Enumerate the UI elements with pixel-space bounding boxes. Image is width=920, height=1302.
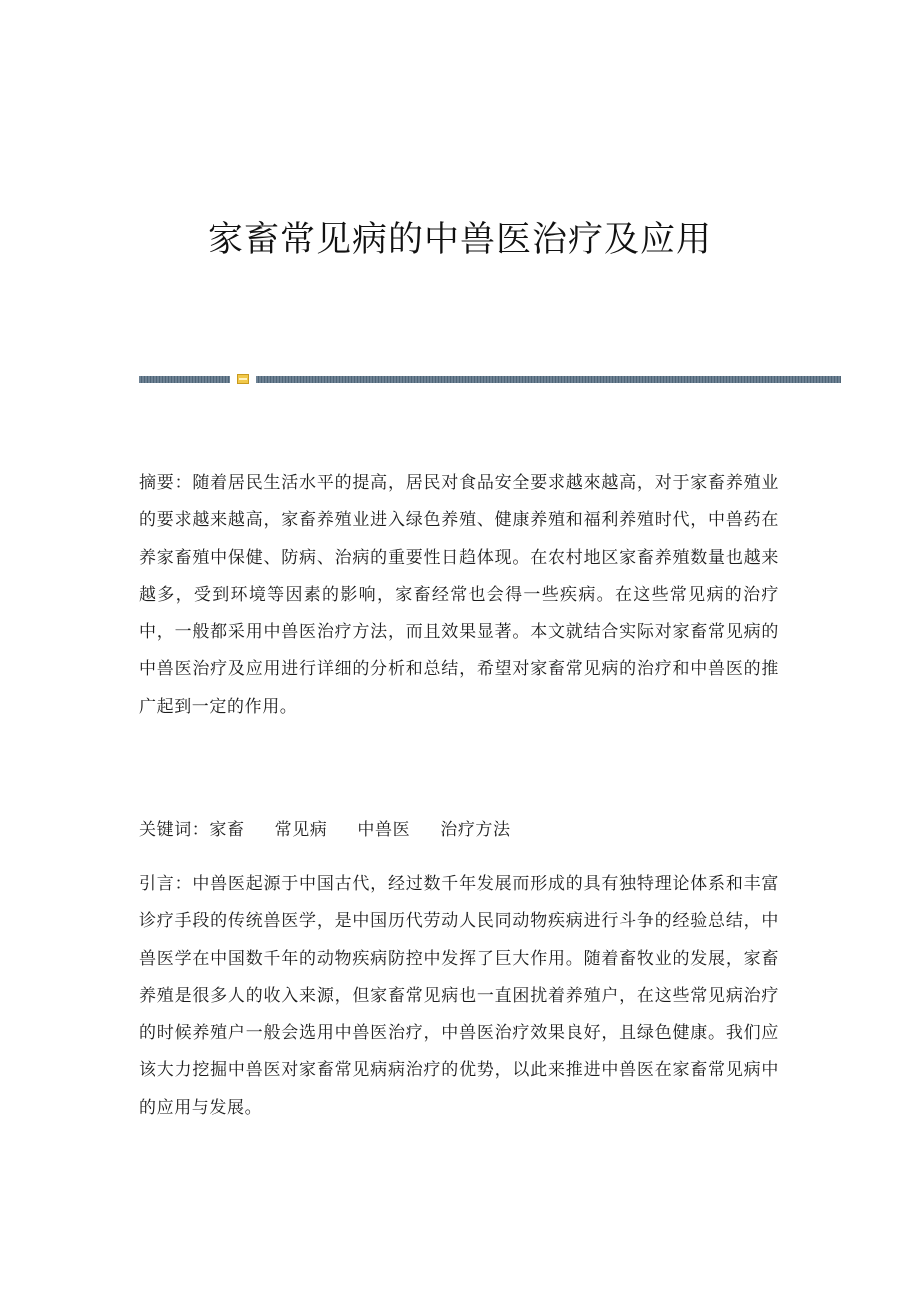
- divider-bar-right: [256, 376, 841, 383]
- keyword-item: 常见病: [274, 820, 328, 840]
- intro-paragraph: [139, 866, 779, 1127]
- keyword-item: 家畜: [209, 820, 245, 840]
- intro-text: 中兽医起源于中国古代，经过数千年发展而形成的具有独特理论体系和丰富诊疗手段的传统兽医学，是中国历代劳动人民同动物疾病进行斗争的经验总结，中兽医学在中国数千年的动物疾病防控中发挥了巨大作用。随着畜牧业的发展，家畜养殖是很多人的收入来源，但家畜常见病也一直困扰着养殖户，在这些常见病治疗的时候养殖户一般会选用中兽医治疗，中兽医治疗效果良好，且绿色健康。我们应该大力挖掘中兽医对家畜常见病病治疗的优势，以此来推进中兽医在家畜常见病中的应用与发展。: [139, 874, 779, 1118]
- divider-bar-left: [139, 376, 230, 383]
- abstract-label: 摘要：: [139, 473, 193, 493]
- abstract-paragraph: [139, 465, 779, 726]
- keyword-item: 治疗方法: [440, 820, 511, 840]
- divider-ornament-icon: [237, 374, 249, 384]
- intro-label: 引言：: [139, 874, 193, 894]
- keywords-line: [139, 812, 541, 849]
- title-divider: [139, 375, 841, 384]
- keywords-label: 关键词：: [139, 820, 210, 840]
- keyword-item: 中兽医: [357, 820, 411, 840]
- document-title: 家畜常见病的中兽医治疗及应用: [207, 220, 712, 260]
- abstract-text: 随着居民生活水平的提高，居民对食品安全要求越來越高，对于家畜养殖业的要求越来越高，家畜养殖业进入绿色养殖、健康养殖和福利养殖时代，中兽药在养家畜殖中保健、防病、治病的重要性日趋体现。在农村地区家畜养殖数量也越来越多，受到环境等因素的影响，家畜经常也会得一些疾病。在这些常见病的治疗中，一般都采用中兽医治疗方法，而且效果显著。本文就结合实际对家畜常见病的中兽医治疗及应用进行详细的分析和总结，希望对家畜常见病的治疗和中兽医的推广起到一定的作用。: [139, 473, 779, 717]
